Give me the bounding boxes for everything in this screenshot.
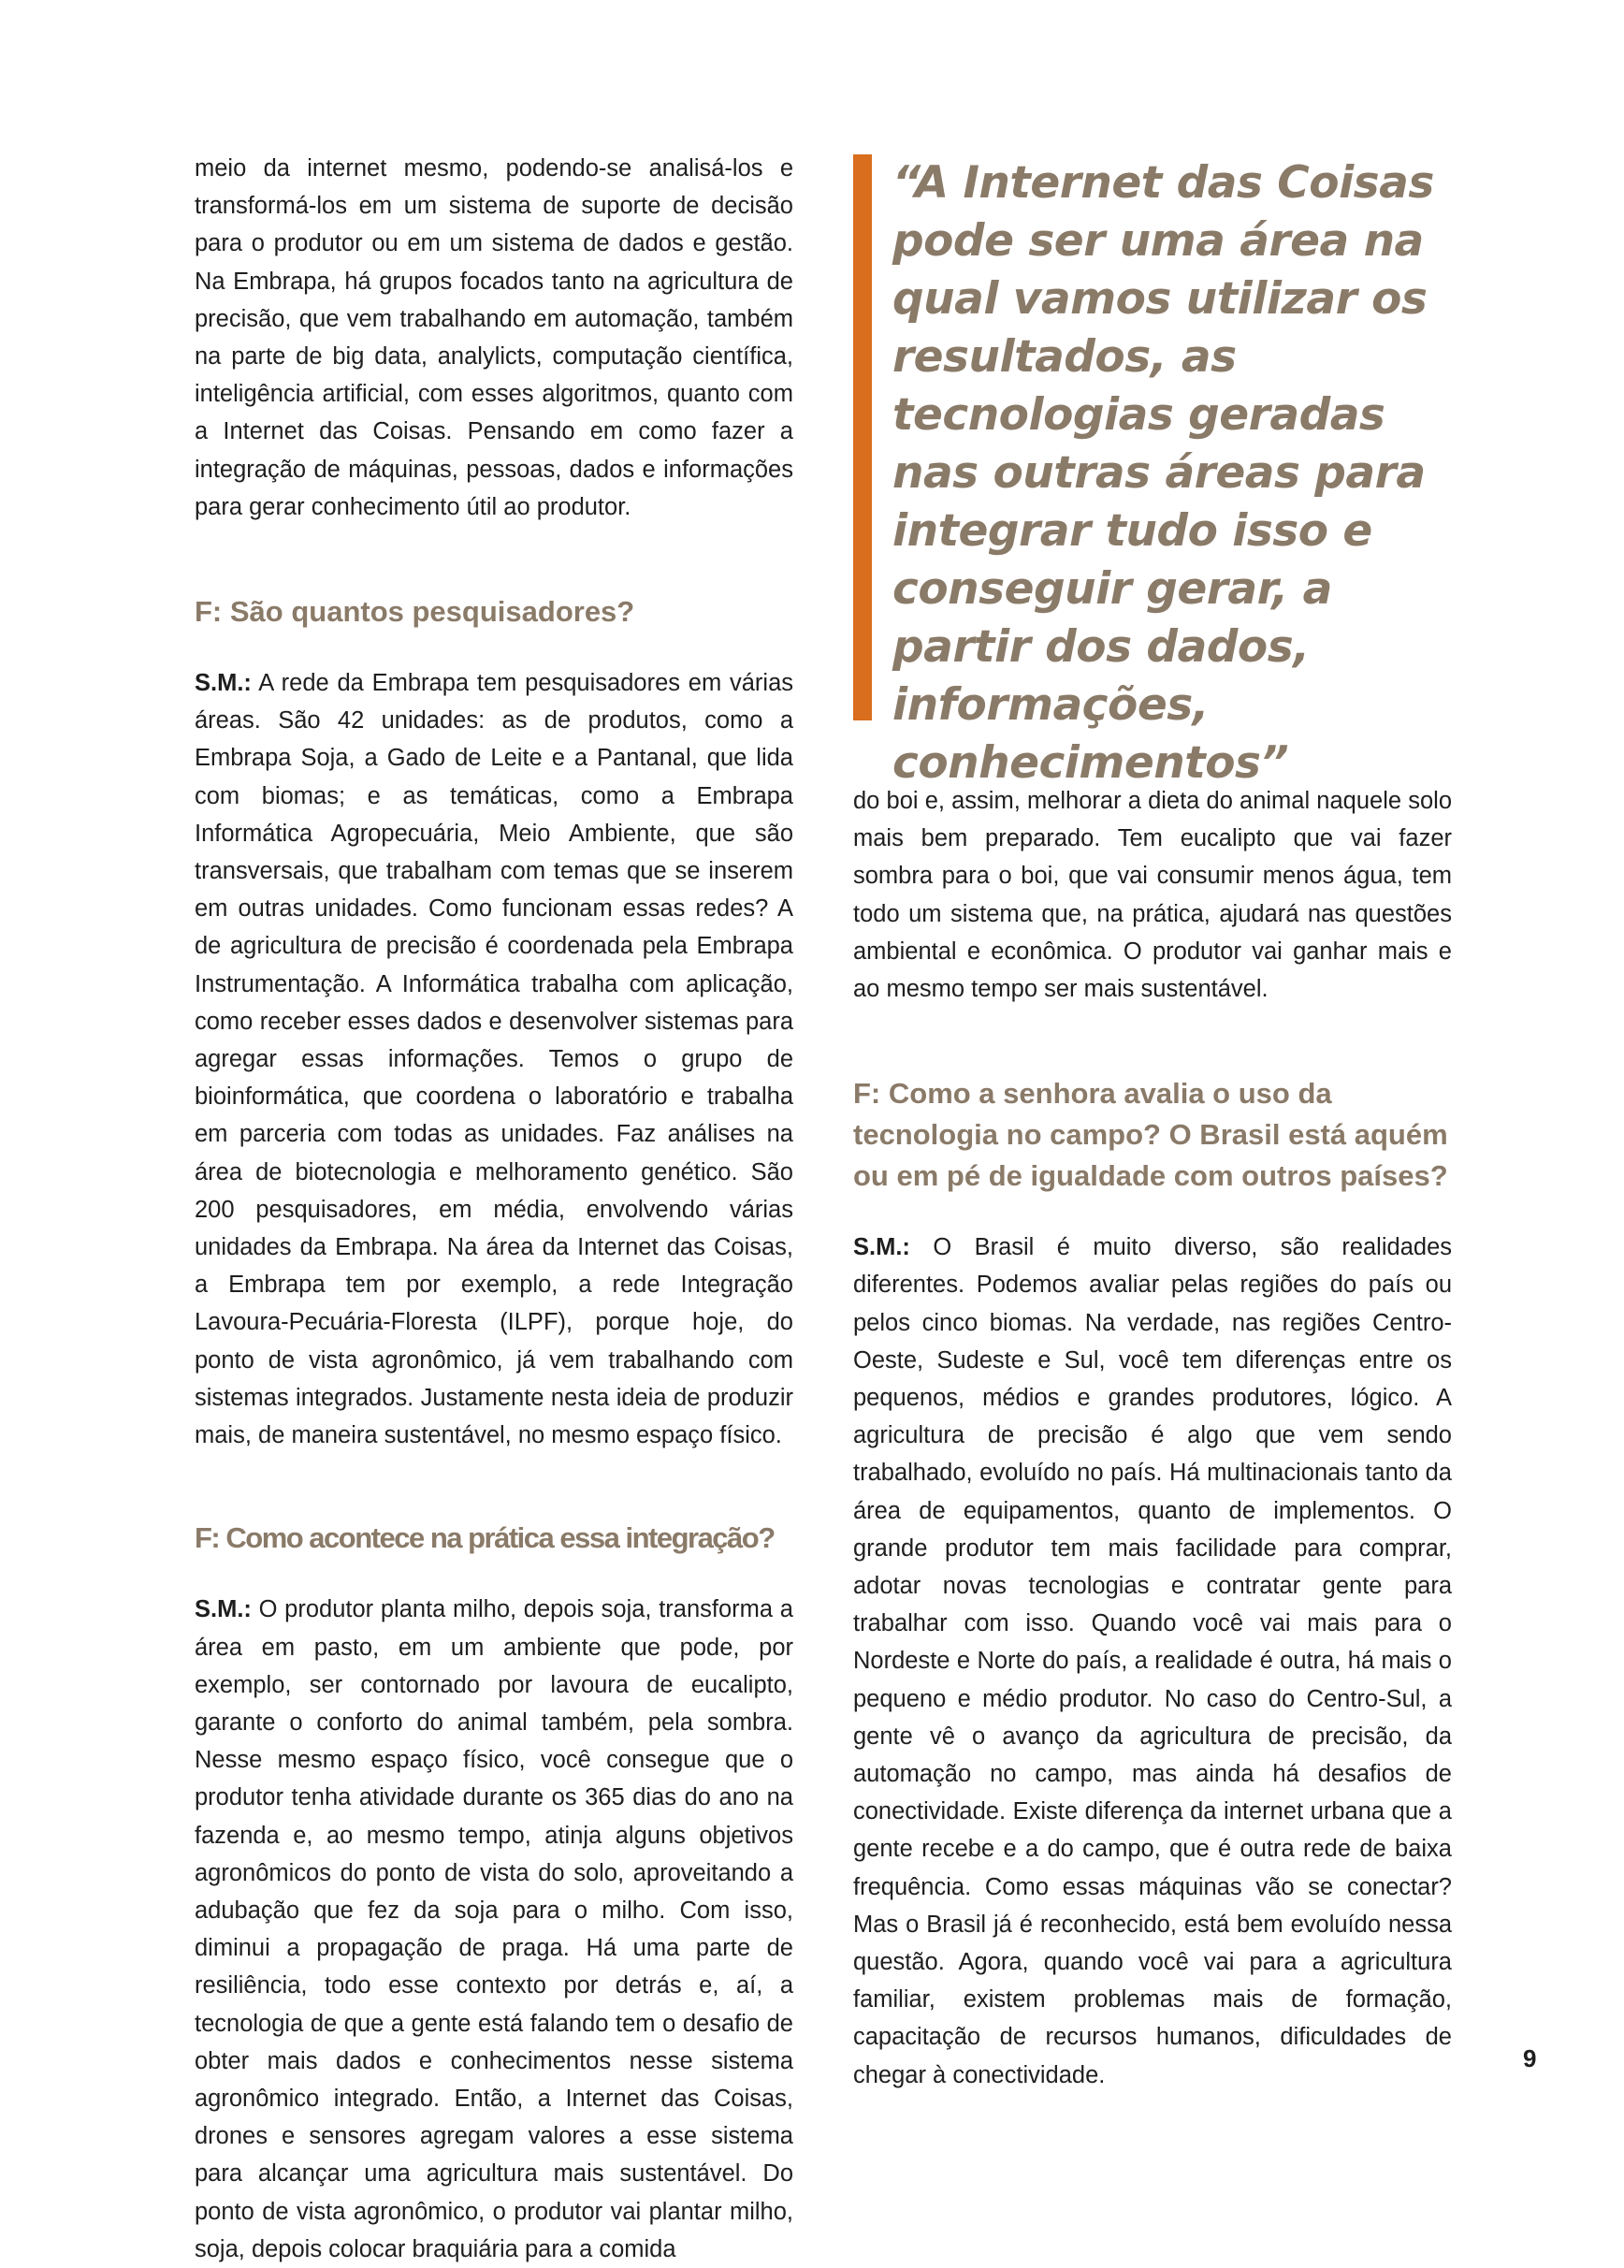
answer-text: O produtor planta milho, depois soja, transforma a área em pasto, em um ambiente que pode, por exemplo, ser contornado por lavoura de eucalipto, garante o conforto do animal também, pela sombra. Nesse mesmo espaço físico, você consegue que o produtor tenha atividade durante os 365 dias do ano na fazenda e, ao mesmo tempo, atinja alguns objetivos agronômicos do ponto de vista do solo, aproveitando a adubação que fez da soja para o milho. Com isso, diminui a propagação de praga. Há uma parte de resiliência, todo esse contexto por detrás e, aí, a tecnologia de que a gente está falando tem o desafio de obter mais dados e conhecimentos nesse sistema agronômico integrado. Então, a Internet das Coisas, drones e sensores agregam valores a esse sistema para alcançar uma agricultura mais sustentável. Do ponto de vista agronômico, o produtor vai plantar milho, soja, depois colocar braquiária para a comida [195, 1596, 793, 2262]
answer-text: O Brasil é muito diverso, são realidades diferentes. Podemos avaliar pelas regiões do país ou pelos cinco biomas. Na verdade, nas regiões Centro-Oeste, Sudeste e Sul, você tem diferenças entre os pequenos, médios e grandes produtores, lógico. A agricultura de precisão é algo que vem sendo trabalhado, evoluído no país. Há multinacionais tanto da área de equipamentos, quanto de implementos. O grande produtor tem mais facilidade para comprar, adotar novas tecnologias e contratar gente para trabalhar com isso. Quando você vai mais para o Nordeste e Norte do país, a realidade é outra, há mais o pequeno e médio produtor. No caso do Centro-Sul, a gente vê o avanço da agricultura de precisão, da automação no campo, mas ainda há desafios de conectividade. Existe diferença da internet urbana que a gente recebe e a do campo, que é outra rede de baixa frequência. Como essas máquinas vão se conectar? Mas o Brasil já é reconhecido, está bem evoluído nessa questão. Agora, quando você vai para a agricultura familiar, existem problemas mais de formação, capacitação de recursos humanos, dificuldades de chegar à conectividade. [853, 1234, 1452, 2088]
pull-quote-accent-bar [853, 154, 872, 720]
speaker-label: S.M.: [853, 1234, 910, 1261]
question-heading-researchers: F: São quantos pesquisadores? [195, 595, 635, 629]
pull-quote [853, 154, 1452, 789]
left-column [195, 150, 793, 2268]
question-heading-technology: F: Como a senhora avalia o uso da tecnologia no campo? O Brasil está aquém ou em pé de igualdade com outros países? [853, 1077, 1448, 1193]
answer-paragraph-integration [195, 1591, 793, 2268]
answer-text: A rede da Embrapa tem pesquisadores em várias áreas. São 42 unidades: as de produtos, como a Embrapa Soja, a Gado de Leite e a Pantanal, que lida com biomas; e as temáticas, como a Embrapa Informática Agropecuária, Meio Ambiente, que são transversais, que trabalham com temas que se inserem em outras unidades. Como funcionam essas redes? A de agricultura de precisão é coordenada pela Embrapa Instrumentação. A Informática trabalha com aplicação, como receber esses dados e desenvolver sistemas para agregar essas informações. Temos o grupo de bioinformática, que coordena o laboratório e trabalha em parceria com todas as unidades. Faz análises na área de biotecnologia e melhoramento genético. São 200 pesquisadores, em média, envolvendo várias unidades da Embrapa. Na área da Internet das Coisas, a Embrapa tem por exemplo, a rede Integração Lavoura-Pecuária-Floresta (ILPF), porque hoje, do ponto de vista agronômico, já vem trabalhando com sistemas integrados. Justamente nesta ideia de produzir mais, de maneira sustentável, no mesmo espaço físico. [195, 670, 793, 1449]
continuation-paragraph: do boi e, assim, melhorar a dieta do animal naquele solo mais bem preparado. Tem eucalipto que vai fazer sombra para o boi, que vai consumir menos água, tem todo um sistema que, na prática, ajudará nas questões ambiental e econômica. O produtor vai ganhar mais e ao mesmo tempo ser mais sustentável. [853, 788, 1452, 1003]
answer-paragraph-researchers [195, 664, 793, 1454]
pull-quote-text: “A Internet das Coisas pode ser uma área na qual vamos utilizar os resultados, as tecnologias geradas nas outras áreas para integrar tudo isso e conseguir gerar, a partir dos dados, informações, conhecimentos” [892, 157, 1434, 789]
speaker-label: S.M.: [195, 670, 252, 697]
question-heading-integration: F: Como acontece na prática essa integração? [195, 1521, 775, 1555]
answer-paragraph-technology [853, 1228, 1452, 2094]
right-column [853, 782, 1452, 2094]
speaker-label: S.M.: [195, 1596, 252, 1623]
intro-paragraph: meio da internet mesmo, podendo-se analisá-los e transformá-los em um sistema de suporte de decisão para o produtor ou em um sistema de dados e gestão. Na Embrapa, há grupos focados tanto na agricultura de precisão, que vem trabalhando em automação, também na parte de big data, analylicts, computação científica, inteligência artificial, com esses algoritmos, quanto com a Internet das Coisas. Pensando em como fazer a integração de máquinas, pessoas, dados e informações para gerar conhecimento útil ao produtor. [195, 155, 793, 520]
page-number: 9 [1523, 2044, 1537, 2072]
